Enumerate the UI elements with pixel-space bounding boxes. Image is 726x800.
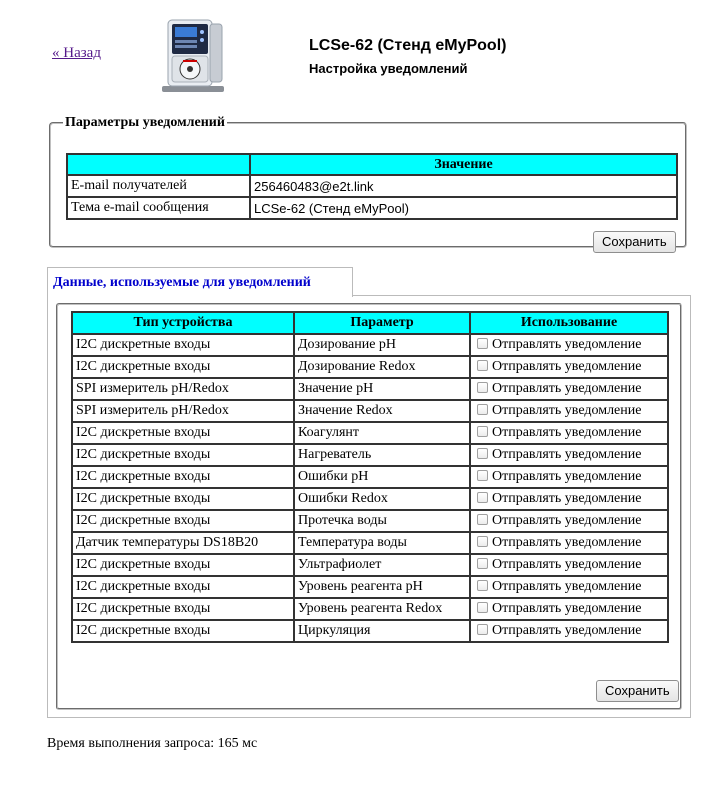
send-notification-checkbox[interactable] <box>477 448 488 459</box>
notification-data-fieldset <box>56 303 682 710</box>
col-device-type: Тип устройства <box>72 312 294 334</box>
device-type-cell: I2C дискретные входы <box>72 444 294 466</box>
parameter-cell: Дозирование Redox <box>294 356 470 378</box>
usage-cell <box>470 422 668 444</box>
parameter-cell: Значение pH <box>294 378 470 400</box>
send-notification-checkbox[interactable] <box>477 470 488 481</box>
send-notification-label[interactable]: Отправлять уведомление <box>492 337 642 352</box>
notification-data-table <box>71 311 669 643</box>
table-row <box>72 356 668 378</box>
send-notification-label[interactable]: Отправлять уведомление <box>492 469 642 484</box>
dosing-pump-icon <box>160 16 226 92</box>
params-header-value: Значение <box>250 154 677 175</box>
parameter-cell: Ошибки Redox <box>294 488 470 510</box>
device-type-cell: SPI измеритель pH/Redox <box>72 400 294 422</box>
send-notification-checkbox[interactable] <box>477 426 488 437</box>
send-notification-checkbox[interactable] <box>477 360 488 371</box>
device-type-cell: I2C дискретные входы <box>72 356 294 378</box>
send-notification-checkbox[interactable] <box>477 624 488 635</box>
table-row <box>72 444 668 466</box>
parameter-cell: Уровень реагента Redox <box>294 598 470 620</box>
parameter-cell: Ошибки pH <box>294 466 470 488</box>
parameter-cell: Протечка воды <box>294 510 470 532</box>
device-type-cell: I2C дискретные входы <box>72 510 294 532</box>
col-parameter: Параметр <box>294 312 470 334</box>
usage-cell <box>470 400 668 422</box>
send-notification-checkbox[interactable] <box>477 338 488 349</box>
device-type-cell: I2C дискретные входы <box>72 488 294 510</box>
send-notification-label[interactable]: Отправлять уведомление <box>492 579 642 594</box>
save-data-button[interactable]: Сохранить <box>596 680 679 702</box>
table-row <box>72 488 668 510</box>
params-header-empty <box>67 154 250 175</box>
usage-cell <box>470 554 668 576</box>
send-notification-label[interactable]: Отправлять уведомление <box>492 601 642 616</box>
page-title: LCSe-62 (Стенд eMyPool) <box>309 37 507 54</box>
execution-time: Время выполнения запроса: 165 мс <box>47 736 258 751</box>
device-type-cell: SPI измеритель pH/Redox <box>72 378 294 400</box>
parameter-cell: Ультрафиолет <box>294 554 470 576</box>
send-notification-checkbox[interactable] <box>477 492 488 503</box>
parameter-cell: Циркуляция <box>294 620 470 642</box>
send-notification-checkbox[interactable] <box>477 602 488 613</box>
usage-cell <box>470 488 668 510</box>
device-type-cell: I2C дискретные входы <box>72 466 294 488</box>
email-recipients-value[interactable]: 256460483@e2t.link <box>250 175 677 197</box>
device-type-cell: I2C дискретные входы <box>72 620 294 642</box>
send-notification-label[interactable]: Отправлять уведомление <box>492 535 642 550</box>
email-recipients-label: E-mail получателей <box>67 175 250 197</box>
device-type-cell: I2C дискретные входы <box>72 334 294 356</box>
send-notification-label[interactable]: Отправлять уведомление <box>492 425 642 440</box>
device-type-cell: Датчик температуры DS18B20 <box>72 532 294 554</box>
page-subtitle: Настройка уведомлений <box>309 61 468 76</box>
notification-params-fieldset <box>49 115 687 248</box>
device-type-cell: I2C дискретные входы <box>72 554 294 576</box>
notification-params-legend: Параметры уведомлений <box>65 115 225 130</box>
device-type-cell: I2C дискретные входы <box>72 422 294 444</box>
table-row <box>72 422 668 444</box>
table-row <box>72 510 668 532</box>
table-row <box>72 400 668 422</box>
usage-cell <box>470 576 668 598</box>
usage-cell <box>470 532 668 554</box>
usage-cell <box>470 620 668 642</box>
parameter-cell: Значение Redox <box>294 400 470 422</box>
usage-cell <box>470 334 668 356</box>
tab-notification-data[interactable]: Данные, используемые для уведомлений <box>47 267 353 297</box>
table-row <box>72 598 668 620</box>
usage-cell <box>470 510 668 532</box>
params-table <box>66 153 678 220</box>
table-row <box>67 175 677 197</box>
table-row <box>72 576 668 598</box>
table-row <box>72 466 668 488</box>
send-notification-label[interactable]: Отправлять уведомление <box>492 381 642 396</box>
send-notification-label[interactable]: Отправлять уведомление <box>492 623 642 638</box>
table-row <box>72 378 668 400</box>
usage-cell <box>470 378 668 400</box>
table-row <box>72 554 668 576</box>
parameter-cell: Температура воды <box>294 532 470 554</box>
device-type-cell: I2C дискретные входы <box>72 576 294 598</box>
usage-cell <box>470 598 668 620</box>
table-row <box>67 197 677 219</box>
notification-data-panel <box>47 295 691 718</box>
parameter-cell: Уровень реагента pH <box>294 576 470 598</box>
usage-cell <box>470 356 668 378</box>
col-usage: Использование <box>470 312 668 334</box>
email-subject-label: Тема e-mail сообщения <box>67 197 250 219</box>
parameter-cell: Нагреватель <box>294 444 470 466</box>
back-link[interactable]: « Назад <box>52 45 101 61</box>
send-notification-label[interactable]: Отправлять уведомление <box>492 447 642 462</box>
send-notification-label[interactable]: Отправлять уведомление <box>492 513 642 528</box>
parameter-cell: Дозирование pH <box>294 334 470 356</box>
send-notification-checkbox[interactable] <box>477 558 488 569</box>
usage-cell <box>470 466 668 488</box>
email-subject-value[interactable]: LCSe-62 (Стенд eMyPool) <box>250 197 677 219</box>
send-notification-checkbox[interactable] <box>477 580 488 591</box>
usage-cell <box>470 444 668 466</box>
table-row <box>72 532 668 554</box>
send-notification-label[interactable]: Отправлять уведомление <box>492 359 642 374</box>
device-type-cell: I2C дискретные входы <box>72 598 294 620</box>
save-params-button[interactable]: Сохранить <box>593 231 676 253</box>
send-notification-checkbox[interactable] <box>477 382 488 393</box>
send-notification-label[interactable]: Отправлять уведомление <box>492 557 642 572</box>
parameter-cell: Коагулянт <box>294 422 470 444</box>
send-notification-checkbox[interactable] <box>477 404 488 415</box>
send-notification-label[interactable]: Отправлять уведомление <box>492 403 642 418</box>
send-notification-checkbox[interactable] <box>477 514 488 525</box>
send-notification-label[interactable]: Отправлять уведомление <box>492 491 642 506</box>
table-row <box>72 334 668 356</box>
table-row <box>72 620 668 642</box>
send-notification-checkbox[interactable] <box>477 536 488 547</box>
